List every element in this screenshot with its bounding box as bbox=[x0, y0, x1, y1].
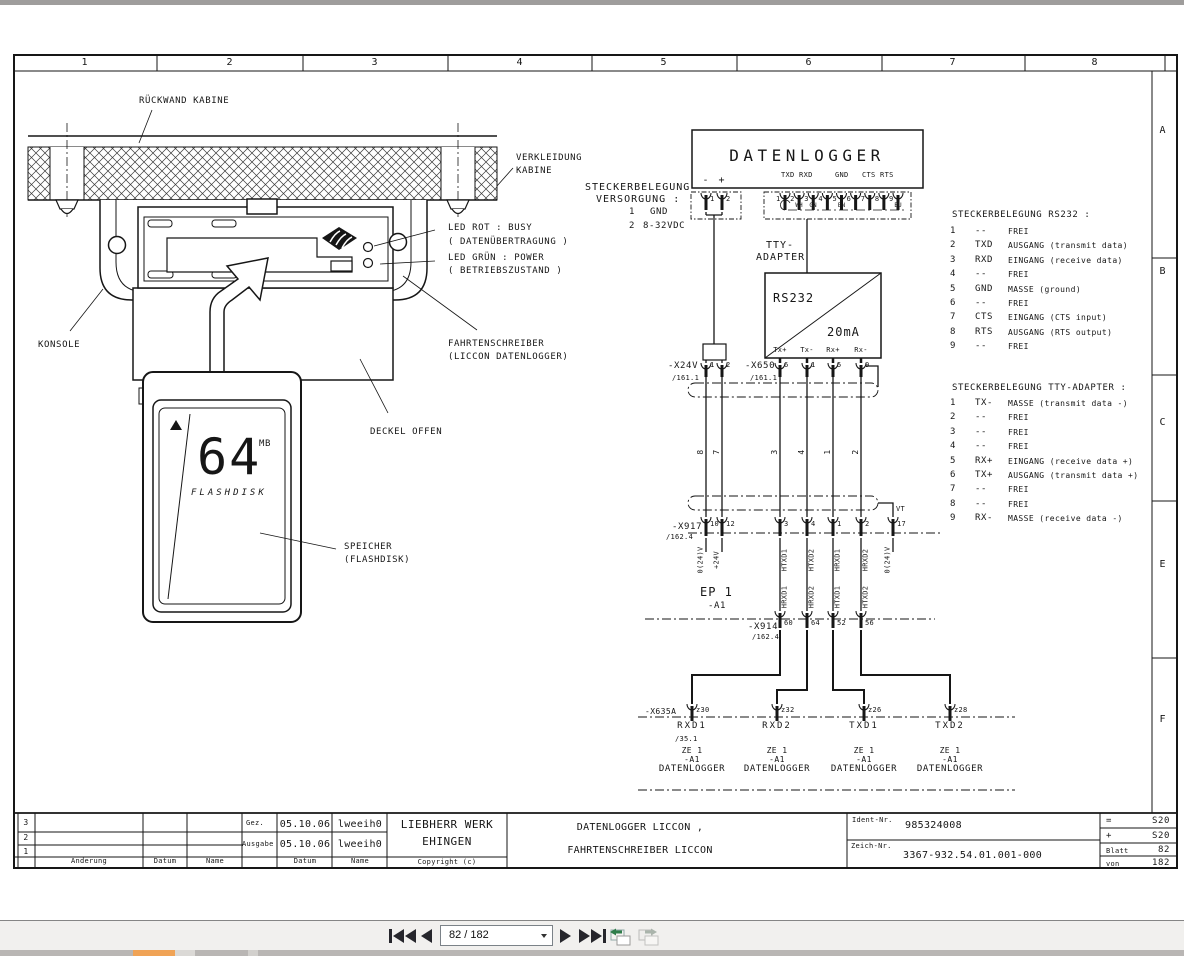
rs232-table-signal: -- bbox=[975, 269, 988, 280]
rs232-table-description: MASSE (ground) bbox=[1008, 284, 1082, 294]
pin-number: 4 bbox=[811, 520, 816, 528]
tty-table-description: FREI bbox=[1008, 499, 1029, 509]
revision-number: 3 bbox=[23, 818, 29, 827]
company-name: LIEBHERR WERK bbox=[400, 818, 494, 831]
supply-pin-label: 8-32VDC bbox=[643, 221, 686, 231]
wire-label: 0(24)V bbox=[883, 546, 892, 574]
terminal-label: Tx+ bbox=[773, 346, 787, 354]
verkleidung-label2: KABINE bbox=[516, 166, 553, 176]
signal-group-label: TXD RXD bbox=[781, 171, 813, 179]
channel-unit: ZE 1 bbox=[853, 746, 875, 755]
rs232-table-signal: GND bbox=[975, 283, 994, 294]
channel-signal: RXD2 bbox=[762, 721, 792, 731]
rs232-table-description: FREI bbox=[1008, 342, 1029, 352]
pin-number: 9 bbox=[865, 361, 870, 369]
power-pin-sign: - bbox=[702, 175, 710, 186]
pin-number: 2 bbox=[790, 195, 795, 203]
ep1-device: -A1 bbox=[708, 601, 727, 611]
x917-name: -X917 bbox=[672, 522, 703, 532]
column-header: Name bbox=[205, 857, 225, 865]
tty-adapter-label: TTY- bbox=[766, 240, 795, 251]
ep1-label: EP 1 bbox=[700, 585, 733, 599]
column-header: Datum bbox=[153, 857, 177, 865]
wire-label: HTXD1 bbox=[780, 548, 789, 572]
channel-signal: TXD1 bbox=[849, 721, 879, 731]
pin-number: 52 bbox=[837, 619, 847, 627]
pin-number: 1 bbox=[837, 520, 842, 528]
ausgabe-name: lweeih0 bbox=[337, 839, 383, 850]
pin-number: 6 bbox=[846, 195, 852, 203]
taskbar-edge bbox=[0, 950, 1184, 956]
tty-table-signal: TX- bbox=[975, 398, 994, 408]
x914-name: -X914 bbox=[748, 622, 779, 632]
pin-number: 60 bbox=[784, 619, 794, 627]
grid-zone-label: E bbox=[1159, 559, 1167, 570]
zeich-nr-value: 3367-932.54.01.001-000 bbox=[903, 850, 1043, 861]
next-page-button[interactable] bbox=[559, 928, 573, 944]
vt-label: VT bbox=[896, 505, 906, 513]
rs232-type-label: RS232 bbox=[773, 291, 815, 305]
rs232-table-description: EINGANG (CTS input) bbox=[1008, 313, 1108, 323]
rs232-table-pin: 6 bbox=[950, 298, 957, 308]
tty-table-signal: -- bbox=[975, 441, 988, 452]
rs232-table-title: STECKERBELEGUNG RS232 : bbox=[952, 210, 1091, 220]
wire-color-label: GN bbox=[809, 202, 817, 209]
terminal-label: Rx- bbox=[854, 346, 868, 354]
grid-column-label: 8 bbox=[1091, 57, 1099, 68]
grid-column-label: 7 bbox=[949, 57, 957, 68]
wire-label: HTXD2 bbox=[861, 585, 870, 609]
grid-column-label: 3 bbox=[371, 57, 379, 68]
name-header: Name bbox=[350, 857, 370, 865]
power-pin-sign: + bbox=[718, 175, 726, 186]
pin-number: 2 bbox=[865, 520, 870, 528]
last-page-button[interactable] bbox=[577, 928, 607, 944]
signal-group-label: CTS RTS bbox=[862, 171, 894, 179]
pin-number: 5 bbox=[837, 361, 842, 369]
tty-adapter-label2: ADAPTER bbox=[756, 252, 806, 263]
tty-table-description: FREI bbox=[1008, 413, 1029, 423]
rs232-table-pin: 5 bbox=[950, 283, 957, 294]
led-rot-label: LED ROT : BUSY bbox=[448, 223, 533, 233]
rs232-table-signal: -- bbox=[975, 226, 988, 236]
pin-number: 3 bbox=[784, 520, 789, 528]
pin-number: z28 bbox=[954, 706, 968, 714]
x24v-name: -X24V bbox=[668, 361, 699, 371]
flashdisk-name: FLASHDISK bbox=[191, 488, 267, 498]
drawing-title: DATENLOGGER LICCON , bbox=[576, 822, 704, 833]
pin-number: 1 bbox=[811, 361, 816, 369]
pin-number: 2 bbox=[726, 195, 731, 203]
terminal-label: Rx+ bbox=[826, 346, 840, 354]
ident-nr-label: Ident-Nr. bbox=[852, 816, 893, 824]
wire-label: HRXD1 bbox=[833, 548, 842, 572]
led-rot-label2: ( DATENÜBERTRAGUNG ) bbox=[448, 237, 569, 247]
tty-table-description: FREI bbox=[1008, 427, 1029, 437]
channel-device: -A1 bbox=[769, 755, 785, 764]
tty-table-pin: 2 bbox=[950, 412, 957, 423]
ref-value: 82 bbox=[1157, 845, 1170, 855]
grid-zone-label: F bbox=[1159, 714, 1167, 725]
wire-color-label: WH bbox=[795, 202, 803, 209]
tty-table-signal: -- bbox=[975, 498, 988, 509]
tty-table-description: MASSE (transmit data -) bbox=[1008, 399, 1128, 408]
tty-table-description: MASSE (receive data -) bbox=[1008, 514, 1123, 524]
speicher-label2: (FLASHDISK) bbox=[344, 555, 411, 565]
tty-table-description: FREI bbox=[1008, 485, 1029, 495]
gez-name: lweeih0 bbox=[337, 819, 383, 830]
grid-zone-label: C bbox=[1159, 417, 1167, 428]
supply-pin-number: 1 bbox=[629, 207, 636, 217]
wire-color-label: BU bbox=[894, 202, 902, 209]
tty-table-signal: RX+ bbox=[975, 455, 994, 466]
datenlogger-title: DATENLOGGER bbox=[729, 146, 885, 165]
channel-system: DATENLOGGER bbox=[743, 764, 811, 774]
previous-view-button[interactable] bbox=[608, 925, 632, 947]
pin-number: 1 bbox=[710, 361, 715, 369]
ausgabe-label: Ausgabe bbox=[242, 840, 274, 848]
channel-signal: TXD2 bbox=[935, 721, 965, 731]
rs232-table-signal: CTS bbox=[975, 312, 994, 323]
x650-ref: /161.1 bbox=[750, 374, 778, 382]
x917-ref: /162.4 bbox=[666, 533, 694, 541]
tty-table-title: STECKERBELEGUNG TTY-ADAPTER : bbox=[952, 383, 1127, 393]
tty-table-pin: 8 bbox=[950, 498, 957, 509]
rs232-table-signal: RTS bbox=[975, 326, 994, 337]
channel-unit: ZE 1 bbox=[766, 746, 788, 755]
tty-table-pin: 7 bbox=[950, 484, 957, 495]
wire-label: HTXD1 bbox=[833, 585, 842, 609]
pin-number: 7 bbox=[860, 195, 866, 203]
channel-system: DATENLOGGER bbox=[830, 764, 898, 774]
pin-number: z32 bbox=[781, 706, 795, 714]
wire-label: HRXD2 bbox=[807, 585, 816, 609]
column-header: Änderung bbox=[70, 857, 108, 865]
grid-column-label: 1 bbox=[81, 57, 89, 68]
tty-table-pin: 4 bbox=[950, 441, 957, 452]
tty-table-pin: 6 bbox=[950, 470, 957, 480]
grid-column-label: 5 bbox=[660, 57, 668, 68]
channel-ref: /35.1 bbox=[675, 735, 698, 743]
supply-pin-label: GND bbox=[650, 207, 669, 217]
channel-signal: RXD1 bbox=[677, 721, 707, 731]
wire-number: 1 bbox=[823, 449, 832, 455]
wire-label: HRXD2 bbox=[861, 548, 870, 572]
rs232-table-signal: -- bbox=[975, 298, 988, 308]
datum-header: Datum bbox=[293, 857, 317, 865]
terminal-label: Tx- bbox=[800, 346, 814, 354]
wire-color-label: BN bbox=[837, 202, 846, 209]
channel-unit: ZE 1 bbox=[939, 746, 961, 755]
taskbar-active-item[interactable] bbox=[133, 950, 175, 956]
viewer-toolbar bbox=[0, 920, 1184, 950]
gez-label: Gez. bbox=[246, 819, 265, 827]
pin-number: 1 bbox=[776, 195, 781, 203]
pin-number: 1 bbox=[710, 195, 715, 203]
versorgung-title: STECKERBELEGUNG bbox=[585, 182, 691, 193]
konsole-label: KONSOLE bbox=[38, 340, 81, 350]
company-name2: EHINGEN bbox=[422, 835, 472, 848]
tty-table-pin: 3 bbox=[950, 426, 957, 437]
signal-group-label: GND bbox=[835, 171, 849, 179]
rs232-table-pin: 1 bbox=[950, 226, 957, 236]
x650-name: -X650 bbox=[745, 361, 776, 371]
grid-zone-label: A bbox=[1159, 125, 1167, 136]
channel-unit: ZE 1 bbox=[681, 746, 703, 755]
flashdisk-unit: MB bbox=[259, 439, 272, 449]
grid-zone-label: B bbox=[1159, 266, 1167, 277]
previous-page-button[interactable] bbox=[420, 928, 434, 944]
rs232-table-description: EINGANG (receive data) bbox=[1008, 255, 1123, 265]
taskbar-item[interactable] bbox=[248, 950, 258, 956]
rs232-table-description: FREI bbox=[1008, 299, 1029, 308]
tty-table-signal: -- bbox=[975, 484, 988, 495]
ref-value: S20 bbox=[1151, 816, 1170, 826]
channel-device: -A1 bbox=[942, 755, 958, 764]
drawing-title2: FAHRTENSCHREIBER LICCON bbox=[567, 845, 713, 856]
rs232-table-signal: -- bbox=[975, 341, 988, 352]
pin-number: z26 bbox=[868, 706, 882, 714]
rs232-table-description: AUSGANG (transmit data) bbox=[1008, 241, 1128, 251]
wire-label: +24V bbox=[712, 550, 721, 570]
rs232-table-description: AUSGANG (RTS output) bbox=[1008, 327, 1113, 337]
revision-number: 2 bbox=[23, 833, 29, 842]
tty-table-description: FREI bbox=[1008, 442, 1029, 452]
speicher-label: SPEICHER bbox=[344, 542, 393, 552]
led-gruen-label2: ( BETRIEBSZUSTAND ) bbox=[448, 266, 563, 276]
tty-table-signal: -- bbox=[975, 412, 988, 423]
wire-label: 0(24)V bbox=[696, 546, 705, 574]
led-gruen-label: LED GRÜN : POWER bbox=[448, 253, 545, 263]
pin-number: 8 bbox=[874, 195, 880, 203]
tty-table-description: EINGANG (receive data +) bbox=[1008, 456, 1134, 466]
tty-table-signal: -- bbox=[975, 426, 988, 437]
document-page bbox=[0, 5, 1184, 920]
ref-label: = bbox=[1106, 816, 1113, 826]
flashdisk-size: 64 bbox=[197, 428, 262, 486]
wire-number: 2 bbox=[851, 449, 860, 455]
ref-value: S20 bbox=[1151, 831, 1170, 841]
x24v-ref: /161.1 bbox=[672, 374, 700, 382]
zeich-nr-label: Zeich-Nr. bbox=[851, 842, 892, 850]
tty-table-pin: 5 bbox=[950, 455, 957, 466]
ident-nr-value: 985324008 bbox=[905, 820, 962, 831]
x914-ref: /162.4 bbox=[752, 633, 780, 641]
rueckwand-label: RÜCKWAND KABINE bbox=[139, 96, 230, 106]
rs232-table-description: FREI bbox=[1008, 227, 1029, 236]
rs232-table-pin: 7 bbox=[950, 312, 957, 323]
pin-number: 12 bbox=[726, 520, 736, 528]
tty-table-signal: TX+ bbox=[975, 470, 994, 480]
pin-number: 6 bbox=[784, 361, 789, 369]
pin-number: 3 bbox=[804, 195, 809, 203]
pin-number: z30 bbox=[696, 706, 710, 714]
pin-number: 9 bbox=[889, 195, 894, 203]
tty-table-pin: 9 bbox=[950, 513, 957, 524]
pin-number: 56 bbox=[865, 619, 875, 627]
rs232-table-pin: 8 bbox=[950, 326, 957, 337]
pin-number: 64 bbox=[811, 619, 821, 627]
pin-number: 4 bbox=[818, 195, 823, 203]
pin-number: 5 bbox=[832, 195, 838, 203]
rs232-current-label: 20mA bbox=[827, 325, 860, 339]
deckel-offen-label: DECKEL OFFEN bbox=[370, 427, 443, 437]
channel-device: -A1 bbox=[856, 755, 872, 764]
rs232-table-signal: TXD bbox=[975, 240, 994, 251]
gez-datum: 05.10.06 bbox=[279, 819, 331, 830]
page-number-combo[interactable] bbox=[440, 925, 553, 946]
tty-table-signal: RX- bbox=[975, 513, 994, 524]
wire-number: 8 bbox=[696, 449, 705, 455]
taskbar-item[interactable] bbox=[175, 950, 195, 956]
combo-dropdown-icon[interactable] bbox=[541, 934, 547, 938]
versorgung-title2: VERSORGUNG : bbox=[596, 194, 681, 205]
wire-number: 7 bbox=[712, 449, 721, 455]
channel-system: DATENLOGGER bbox=[916, 764, 984, 774]
ausgabe-datum: 05.10.06 bbox=[279, 839, 331, 850]
ref-label: Blatt bbox=[1106, 847, 1129, 855]
fahrtenschreiber-label: FAHRTENSCHREIBER bbox=[448, 339, 545, 349]
wire-number: 4 bbox=[797, 449, 806, 455]
copyright-label: Copyright (c) bbox=[417, 858, 477, 866]
next-view-button[interactable] bbox=[636, 925, 660, 947]
wire-number: 3 bbox=[770, 449, 779, 455]
revision-number: 1 bbox=[23, 847, 29, 856]
fahrtenschreiber-label2: (LICCON DATENLOGGER) bbox=[448, 352, 569, 362]
ref-label: + bbox=[1106, 831, 1113, 841]
x635a-name: -X635A bbox=[645, 707, 677, 716]
rs232-table-pin: 3 bbox=[950, 254, 957, 265]
pin-number: 2 bbox=[726, 361, 731, 369]
grid-column-label: 2 bbox=[226, 57, 234, 68]
tty-table-description: AUSGANG (transmit data +) bbox=[1008, 471, 1139, 480]
wire-label: HTXD2 bbox=[807, 548, 816, 572]
channel-system: DATENLOGGER bbox=[658, 764, 726, 774]
grid-column-label: 6 bbox=[805, 57, 813, 68]
ref-label: von bbox=[1106, 860, 1120, 868]
page-indicator: 82 / 182 bbox=[449, 929, 489, 941]
rs232-table-signal: RXD bbox=[975, 254, 994, 265]
pin-number: 10 bbox=[710, 520, 720, 528]
verkleidung-label: VERKLEIDUNG bbox=[516, 153, 583, 163]
ref-value: 182 bbox=[1151, 858, 1170, 868]
rs232-table-pin: 9 bbox=[950, 341, 957, 352]
grid-column-label: 4 bbox=[516, 57, 524, 68]
rs232-table-description: FREI bbox=[1008, 270, 1029, 280]
supply-pin-number: 2 bbox=[629, 221, 636, 231]
first-page-button[interactable] bbox=[388, 928, 418, 944]
wire-label: HRXD1 bbox=[780, 585, 789, 609]
tty-table-pin: 1 bbox=[950, 398, 957, 408]
channel-device: -A1 bbox=[684, 755, 700, 764]
rs232-table-pin: 4 bbox=[950, 269, 957, 280]
rs232-table-pin: 2 bbox=[950, 240, 957, 251]
pin-number: 17 bbox=[897, 520, 907, 528]
